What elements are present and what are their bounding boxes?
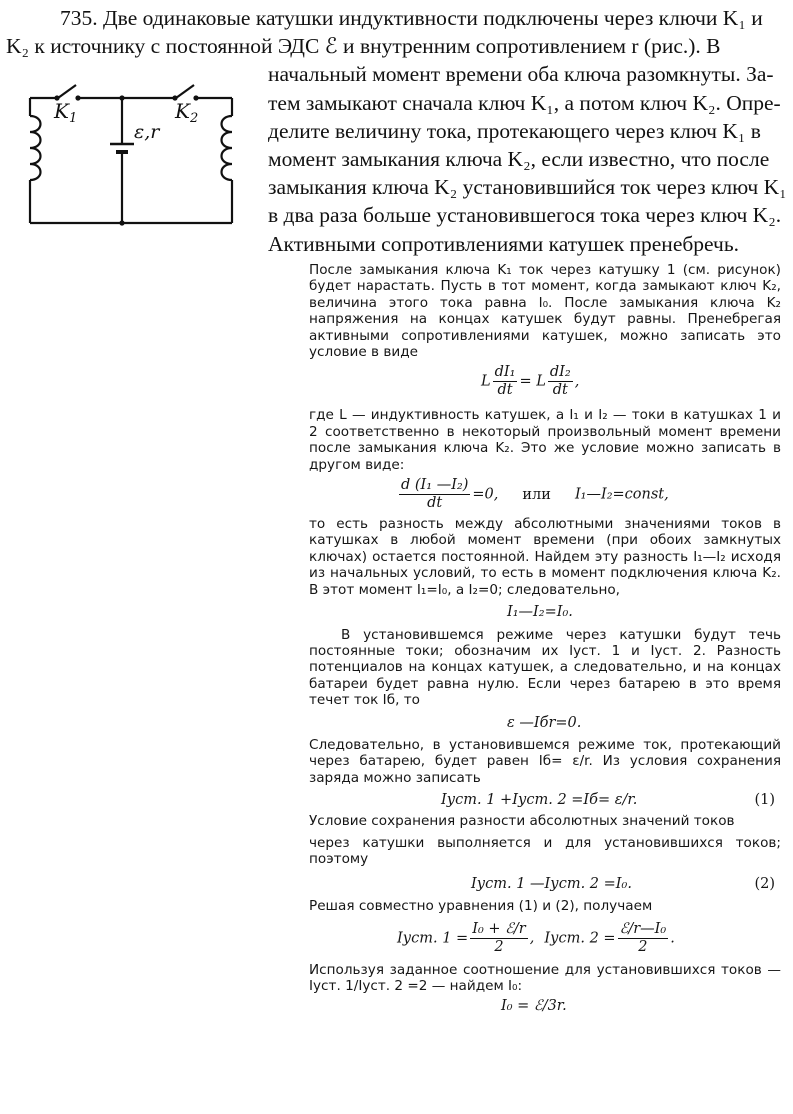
- problem-line-1: [6, 4, 788, 32]
- solution-paragraph-3: то есть разность между абсолютными значениями токов в катушках в любой момент времени (при обоих замкнутых ключах) остается постоянной. Найдем эту разность I₁—I₂ исходя из начальных условий, то есть в момент подключения ключа K₂. В этот момент I₁=I₀, а I₂=0; следовательно,: [309, 516, 781, 598]
- solution-paragraph-7: через катушки выполняется и для установившихся токов; поэтому: [309, 834, 781, 868]
- solution: [309, 262, 781, 1015]
- switch-k1-blade: [58, 85, 76, 98]
- solution-paragraph-4: В установившемся режиме через катушки будут течь постоянные токи; обозначим их Iуст. 1 и Iуст. 2. Разность потенциалов на концах катушек, а следовательно, и на концах батареи будет равна нулю. Если через батарею в это время течет ток Iб, то: [309, 626, 781, 709]
- equation-6-number: (2): [754, 875, 775, 892]
- fraction-dI-dt: $\frac{\text{d (I₁ —I₂)}}{dt}$: [401, 477, 469, 512]
- switch-k1-contact-right: [75, 95, 80, 100]
- k2-label: $K_2$: [175, 99, 199, 126]
- fraction-i1: $\frac{\text{I₀ + ℰ/r}}{2}$: [472, 920, 526, 955]
- solution-paragraph-8: Решая совместно уравнения (1) и (2), получаем: [309, 898, 653, 915]
- fraction-dI2-dt: $\frac{\text{dI₂}}{dt}$: [549, 364, 571, 399]
- junction-top: [119, 95, 124, 100]
- solution-paragraph-6: Условие сохранения разности абсолютных значений токов: [309, 812, 735, 829]
- solution-paragraph-1: После замыкания ключа K₁ ток через катушку 1 (см. рисунок) будет нарастать. Пусть в тот момент, когда замыкают ключ K₂, величина этого тока равна I₀. После замыкания ключа K₂ напряжения на концах катушек будут равны. Пренебрегая активными сопротивлениями катушек, можно записать это условие в виде: [309, 262, 781, 361]
- equation-7: Iуст. 1 = $\frac{\text{I₀ + ℰ/r}}{2}$ , Iуст. 2 = $\frac{\text{ℰ/r—I₀}}{2}$ .: [397, 920, 675, 955]
- equation-5: Iуст. 1 +Iуст. 2 =Iб= ε/r. (1): [441, 792, 775, 809]
- source-label: ε,r: [134, 121, 160, 143]
- problem-side-line: момент замыкания ключа K₂, если известно, что после: [268, 147, 770, 172]
- fraction-dI1-dt: $\frac{\text{dI₁}}{dt}$: [494, 364, 516, 399]
- problem-side-line: делите величину тока, протекающего через ключ K₁ в: [268, 118, 761, 143]
- solution-paragraph-5: Следовательно, в установившемся режиме ток, протекающий через батарею, будет равен Iб= ε/r. Из условия сохранения заряда можно записать: [309, 736, 781, 786]
- equation-2: $\frac{\text{d (I₁ —I₂)}}{dt}$ =0, или I₁—I₂=const,: [401, 477, 669, 512]
- equation-6: Iуст. 1 —Iуст. 2 =I₀. (2): [471, 875, 775, 892]
- problem-side-line: в два раза больше установившегося тока через ключ K₂.: [268, 203, 782, 228]
- switch-k2-contact-right: [193, 95, 198, 100]
- left-coil: [30, 116, 41, 180]
- equation-4: ε —Iбr=0.: [507, 714, 582, 731]
- circuit-diagram: [10, 68, 250, 233]
- fraction-i2: $\frac{\text{ℰ/r—I₀}}{2}$: [619, 920, 667, 955]
- right-coil: [222, 116, 233, 180]
- solution-paragraph-9: Используя заданное соотношение для установившихся токов — Iуст. 1/Iуст. 2 =2 — найдем I₀:: [309, 961, 781, 994]
- equation-5-number: (1): [754, 792, 775, 809]
- equation-1: L $\frac{\text{dI₁}}{dt}$ = L $\frac{\text{dI₂}}{dt}$ ,: [481, 364, 580, 399]
- problem-text-first: Две одинаковые катушки индуктивности подключены через ключи K₁ и: [103, 6, 763, 30]
- solution-paragraph-2: где L — индуктивность катушек, а I₁ и I₂ — токи в катушках 1 и 2 соответственно в некоторый произвольный момент времени после замыкания ключа K₂. Это же условие можно записать в другом виде:: [309, 407, 781, 473]
- problem-line-2: K₂ к источнику с постоянной ЭДС ℰ и внутренним сопротивлением r (рис.). В: [6, 34, 721, 59]
- problem-side-line: Активными сопротивлениями катушек пренебречь.: [268, 231, 740, 256]
- junction-bottom: [119, 220, 124, 225]
- problem-side-line: тем замыкают сначала ключ K₁, а потом ключ K₂. Опре-: [268, 90, 781, 115]
- problem-side-line: замыкания ключа K₂ установившийся ток через ключ K₁: [268, 175, 787, 200]
- problem-number: 735.: [60, 6, 98, 30]
- switch-k2-blade: [176, 85, 194, 98]
- equation-3: I₁—I₂=I₀.: [507, 604, 573, 621]
- k1-label: $K_1$: [54, 99, 78, 126]
- problem-side-text: [268, 60, 788, 257]
- problem-side-line: начальный момент времени оба ключа разомкнуты. За-: [268, 62, 774, 87]
- equation-8: I₀ = ℰ/3r.: [501, 998, 567, 1015]
